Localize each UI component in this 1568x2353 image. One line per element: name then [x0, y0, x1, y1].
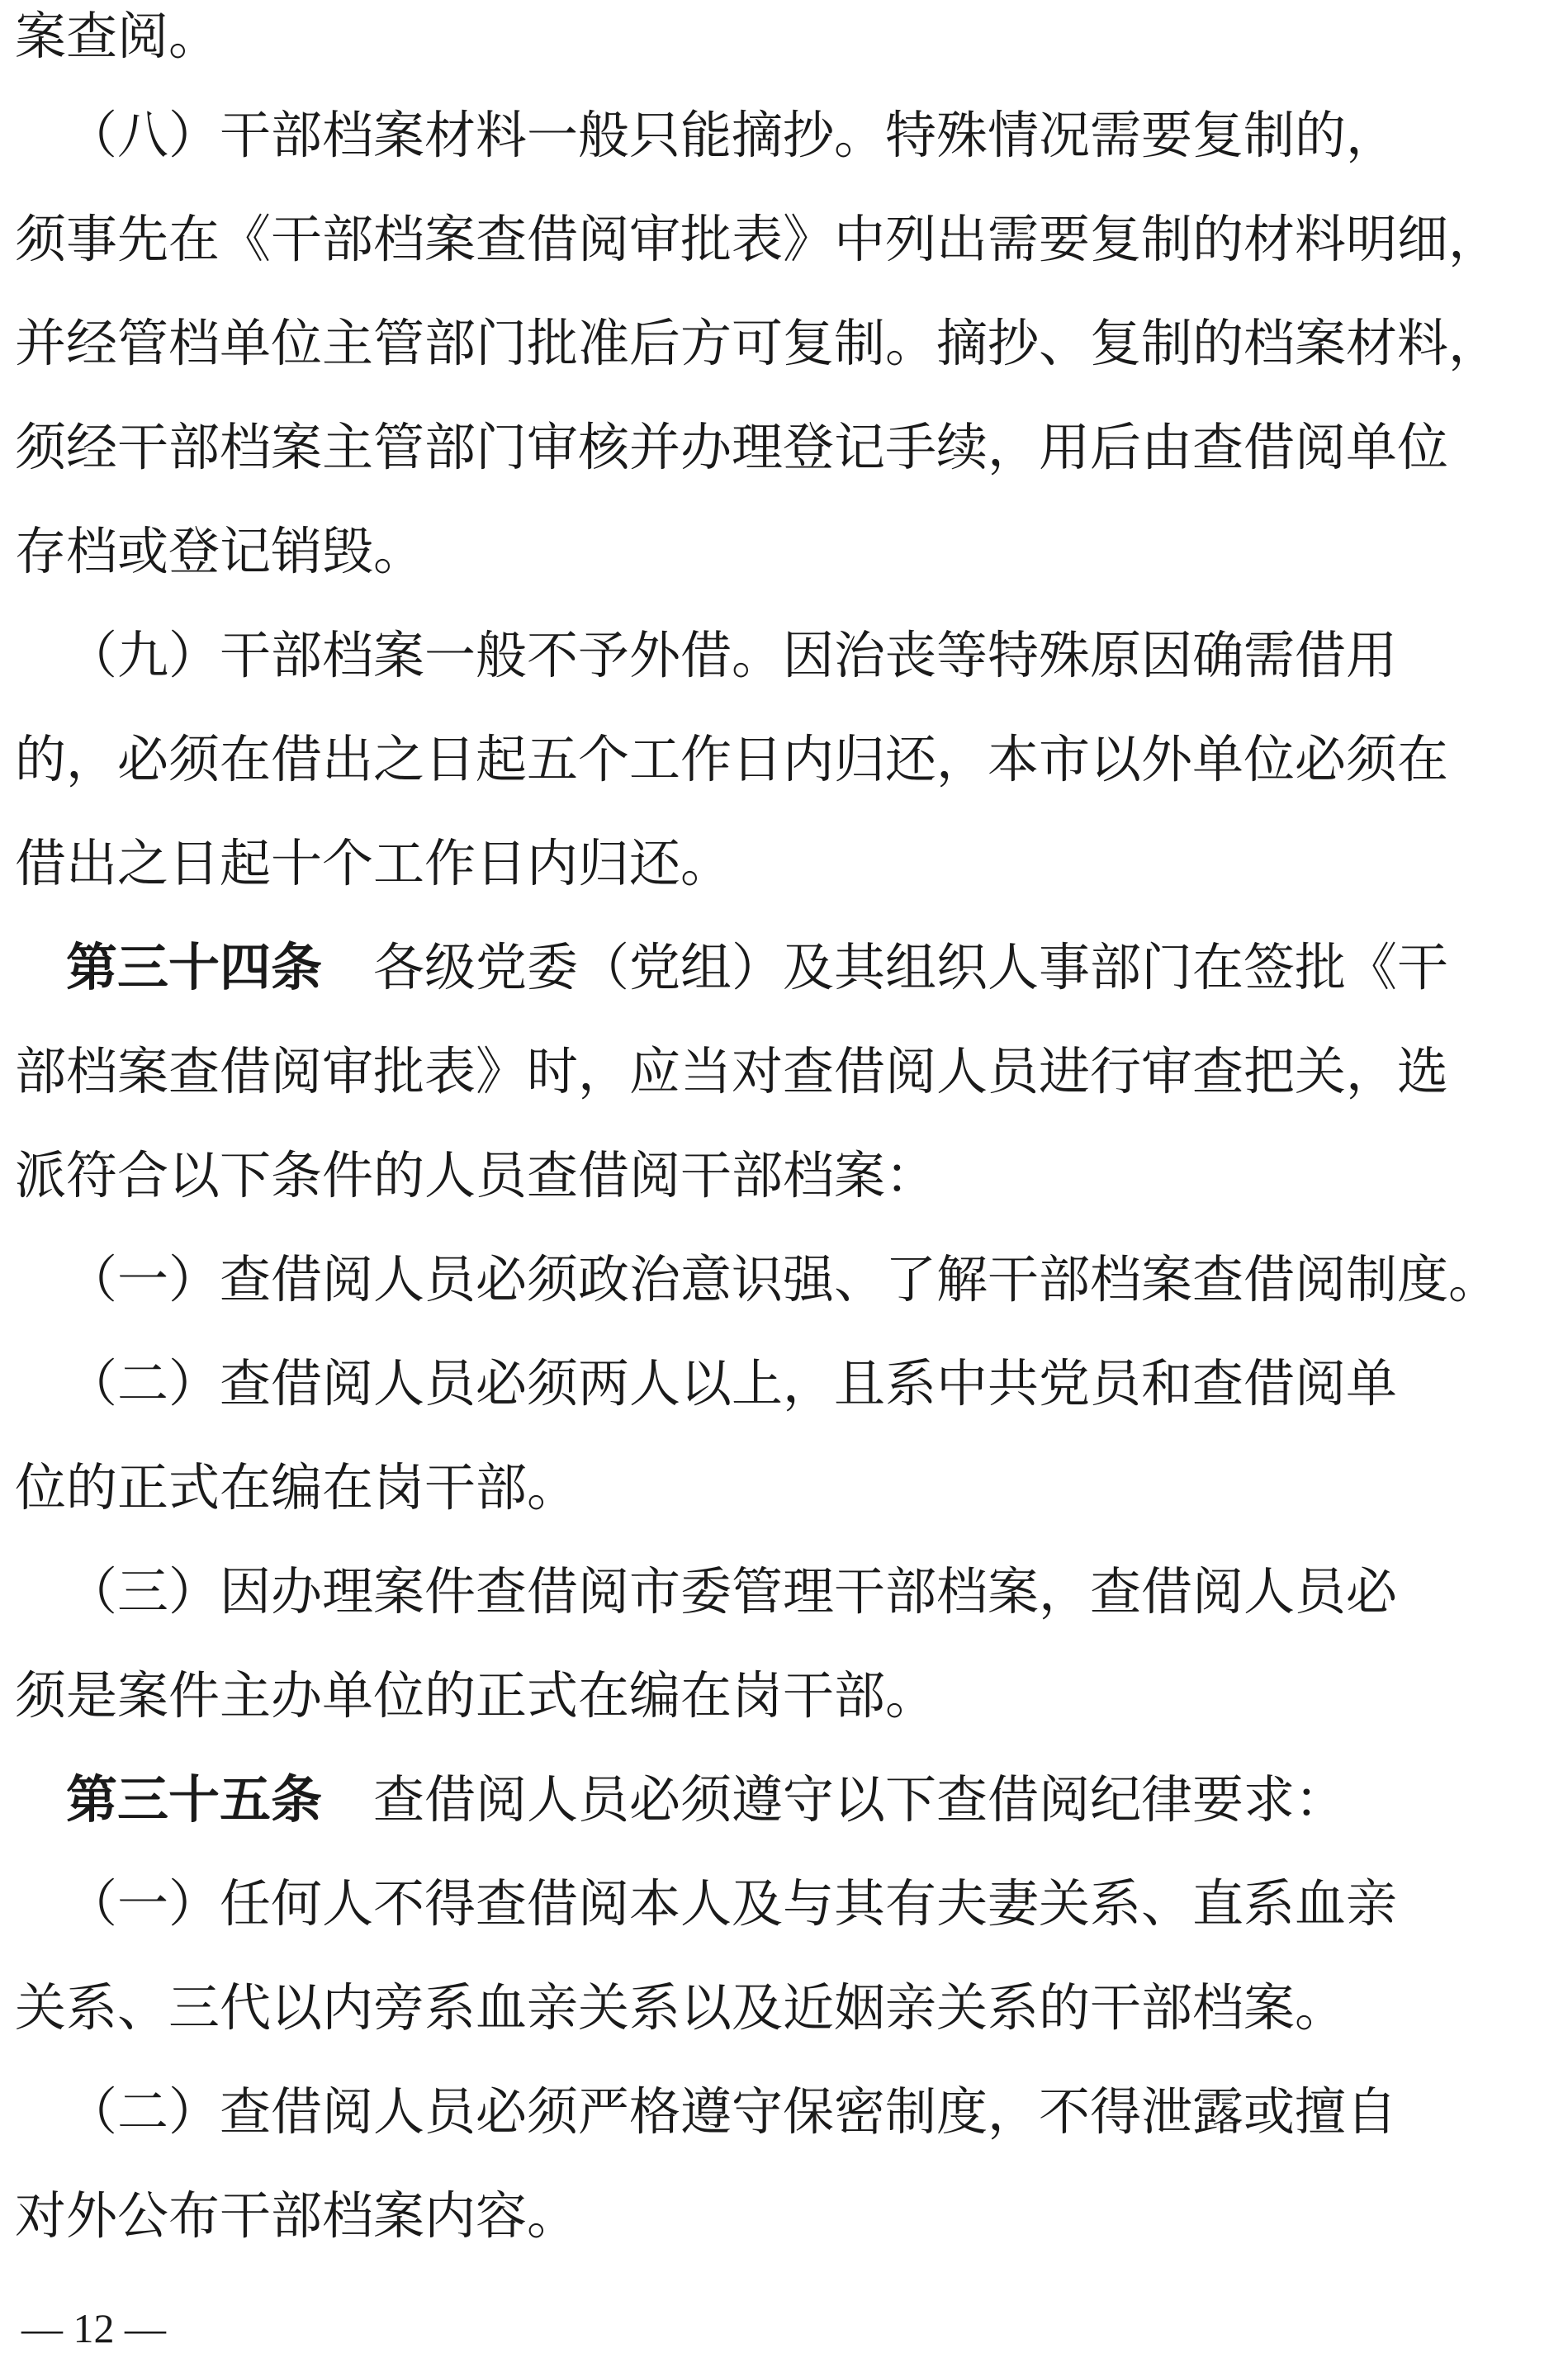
text-line: （三）因办理案件查借阅市委管理干部档案，查借阅人员必 [66, 1561, 1398, 1622]
text-line: （九）干部档案一般不予外借。因治丧等特殊原因确需借用 [66, 625, 1398, 685]
article-35-heading: 第三十五条 查借阅人员必须遵守以下查借阅纪律要求： [66, 1769, 1347, 1830]
text-line: 派符合以下条件的人员查借阅干部档案： [15, 1145, 937, 1205]
text-line: 部档案查借阅审批表》时，应当对查借阅人员进行审查把关，选 [15, 1041, 1449, 1101]
text-line: （二）查借阅人员必须严格遵守保密制度，不得泄露或擅自 [66, 2081, 1398, 2142]
text-line: 位的正式在编在岗干部。 [15, 1457, 579, 1517]
text-line: 借出之日起十个工作日内归还。 [15, 833, 732, 893]
article-34-heading: 第三十四条 各级党委（党组）及其组织人事部门在签批《干 [66, 937, 1449, 997]
text-line: 的，必须在借出之日起五个工作日内归还，本市以外单位必须在 [15, 729, 1449, 789]
article-number: 第三十四条 [66, 937, 323, 997]
text-line: 对外公布干部档案内容。 [15, 2185, 579, 2246]
text-line: （一）任何人不得查借阅本人及与其有夫妻关系、直系血亲 [66, 1873, 1398, 1934]
article-number: 第三十五条 [66, 1769, 323, 1830]
text-line: 关系、三代以内旁系血亲关系以及近姻亲关系的干部档案。 [15, 1977, 1347, 2038]
text-line: 存档或登记销毁。 [15, 521, 425, 581]
text-line: （二）查借阅人员必须两人以上，且系中共党员和查借阅单 [66, 1353, 1398, 1413]
text-line: 须事先在《干部档案查借阅审批表》中列出需要复制的材料明细， [15, 209, 1500, 269]
page-number: — 12 — [21, 2305, 166, 2351]
text-line: 并经管档单位主管部门批准后方可复制。摘抄、复制的档案材料， [15, 313, 1500, 373]
text-line: 须是案件主办单位的正式在编在岗干部。 [15, 1665, 937, 1726]
text-line: 案查阅。 [15, 6, 220, 66]
text-line: 须经干部档案主管部门审核并办理登记手续，用后由查借阅单位 [15, 417, 1449, 477]
text-line: （八）干部档案材料一般只能摘抄。特殊情况需要复制的， [66, 105, 1398, 165]
text-line: （一）查借阅人员必须政治意识强、了解干部档案查借阅制度。 [66, 1249, 1500, 1309]
